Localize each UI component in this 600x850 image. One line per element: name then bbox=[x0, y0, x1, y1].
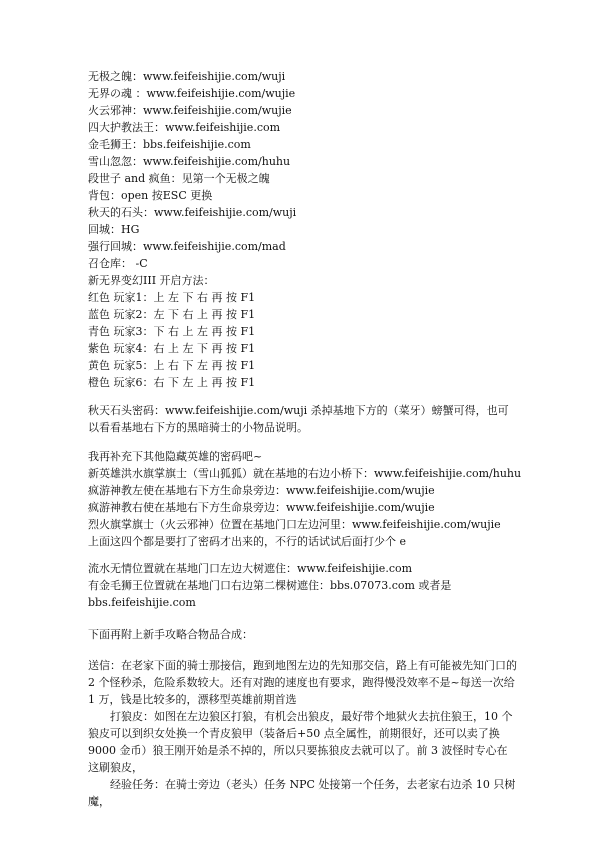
cheat-line: 无界の魂 ：www.feifeishijie.com/wujie bbox=[88, 87, 296, 100]
cheat-line: 橙色 玩家6：右 下 左 上 再 按 F1 bbox=[88, 376, 256, 389]
cheat-line: 紫色 玩家4：右 上 左 下 再 按 F1 bbox=[88, 342, 256, 355]
cheat-line: 青色 玩家3：下 右 上 左 再 按 F1 bbox=[88, 325, 256, 338]
cheat-line: 回城：HG bbox=[88, 223, 140, 236]
hidden-heroes-section bbox=[88, 448, 522, 550]
hidden-hero-line: 疯游神教左使在基地右下方生命泉旁边：www.feifeishijie.com/wujie bbox=[88, 484, 435, 497]
locations-section bbox=[88, 560, 518, 611]
cheat-line: 蓝色 玩家2：左 下 右 上 再 按 F1 bbox=[88, 308, 256, 321]
hidden-heroes-heading: 我再补充下其他隐藏英雄的密码吧~ bbox=[88, 450, 263, 463]
cheat-line: 火云邪神：www.feifeishijie.com/wujie bbox=[88, 104, 292, 117]
stone-note-paragraph: 秋天石头密码：www.feifeishijie.com/wuji 杀掉基地下方的（菜牙）螃蟹可得，也可以看看基地右下方的黑暗骑士的小物品说明。 bbox=[88, 404, 509, 434]
location-line: 流水无情位置就在基地门口左边大树遮住：www.feifeishijie.com bbox=[88, 562, 413, 575]
hidden-hero-line: 新英雄洪水旗掌旗士（雪山狐狐）就在基地的右边小桥下：www.feifeishijie.com/huhu bbox=[88, 467, 522, 480]
cheat-line: 新无界变幻III 开启方法： bbox=[88, 274, 215, 287]
cheat-line: 雪山忽忽：www.feifeishijie.com/huhu bbox=[88, 155, 291, 168]
guide-paragraph-delivery: 送信：在老家下面的骑士那接信，跑到地图左边的先知那交信，路上有可能被先知门口的 2 个怪秒杀，危险系数较大。还有对跑的速度也有要求，跑得慢没效率不是~每送一次给 1 万，钱是比较多的，漂移型英雄前期首选 bbox=[88, 659, 517, 706]
cheat-line: 无极之魄：www.feifeishijie.com/wuji bbox=[88, 70, 286, 83]
hidden-hero-line: 烈火旗掌旗士（火云邪神）位置在基地门口左边河里：www.feifeishijie.com/wujie bbox=[88, 518, 501, 531]
guide-paragraph-wolf: 打狼皮：如图在左边狼区打狼，有机会出狼皮，最好带个地狱火去抗住狼王，10 个狼皮可以到织女处换一个青皮狼甲（装备后+50 点全属性，前期很好，还可以卖了换 9000 金币）狼王刚开始是杀不掉的，所以只要拣狼皮去就可以了。前 3 波怪时专心在这刷狼皮， bbox=[88, 710, 513, 774]
cheat-code-list bbox=[88, 68, 518, 391]
cheat-line: 强行回城：www.feifeishijie.com/mad bbox=[88, 240, 286, 253]
location-line: 有金毛狮王位置就在基地门口右边第二棵树遮住：bbs.07073.com 或者是 bbs.feifeishijie.com bbox=[88, 579, 452, 609]
guide-section bbox=[88, 657, 518, 810]
cheat-line: 背包：open 按ESC 更换 bbox=[88, 189, 213, 202]
cheat-line: 四大护教法王：www.feifeishijie.com bbox=[88, 121, 281, 134]
hidden-hero-line: 上面这四个都是要打了密码才出来的，不行的话试试后面打少个 e bbox=[88, 535, 407, 548]
cheat-line: 段世子 and 疯鱼：见第一个无极之魄 bbox=[88, 172, 270, 185]
cheat-line: 红色 玩家1：上 左 下 右 再 按 F1 bbox=[88, 291, 256, 304]
hidden-hero-line: 疯游神教右使在基地右下方生命泉旁边：www.feifeishijie.com/wujie bbox=[88, 501, 435, 514]
guide-paragraph-exp: 经验任务：在骑士旁边（老头）任务 NPC 处接第一个任务，去老家右边杀 10 只树魔， bbox=[88, 778, 516, 808]
cheat-line: 金毛狮王：bbs.feifeishijie.com bbox=[88, 138, 251, 151]
cheat-line: 秋天的石头：www.feifeishijie.com/wuji bbox=[88, 206, 297, 219]
cheat-line: 黄色 玩家5：上 右 下 左 再 按 F1 bbox=[88, 359, 256, 372]
guide-heading: 下面再附上新手攻略合物品合成： bbox=[88, 628, 253, 641]
cheat-line: 召仓库： -C bbox=[88, 257, 148, 270]
